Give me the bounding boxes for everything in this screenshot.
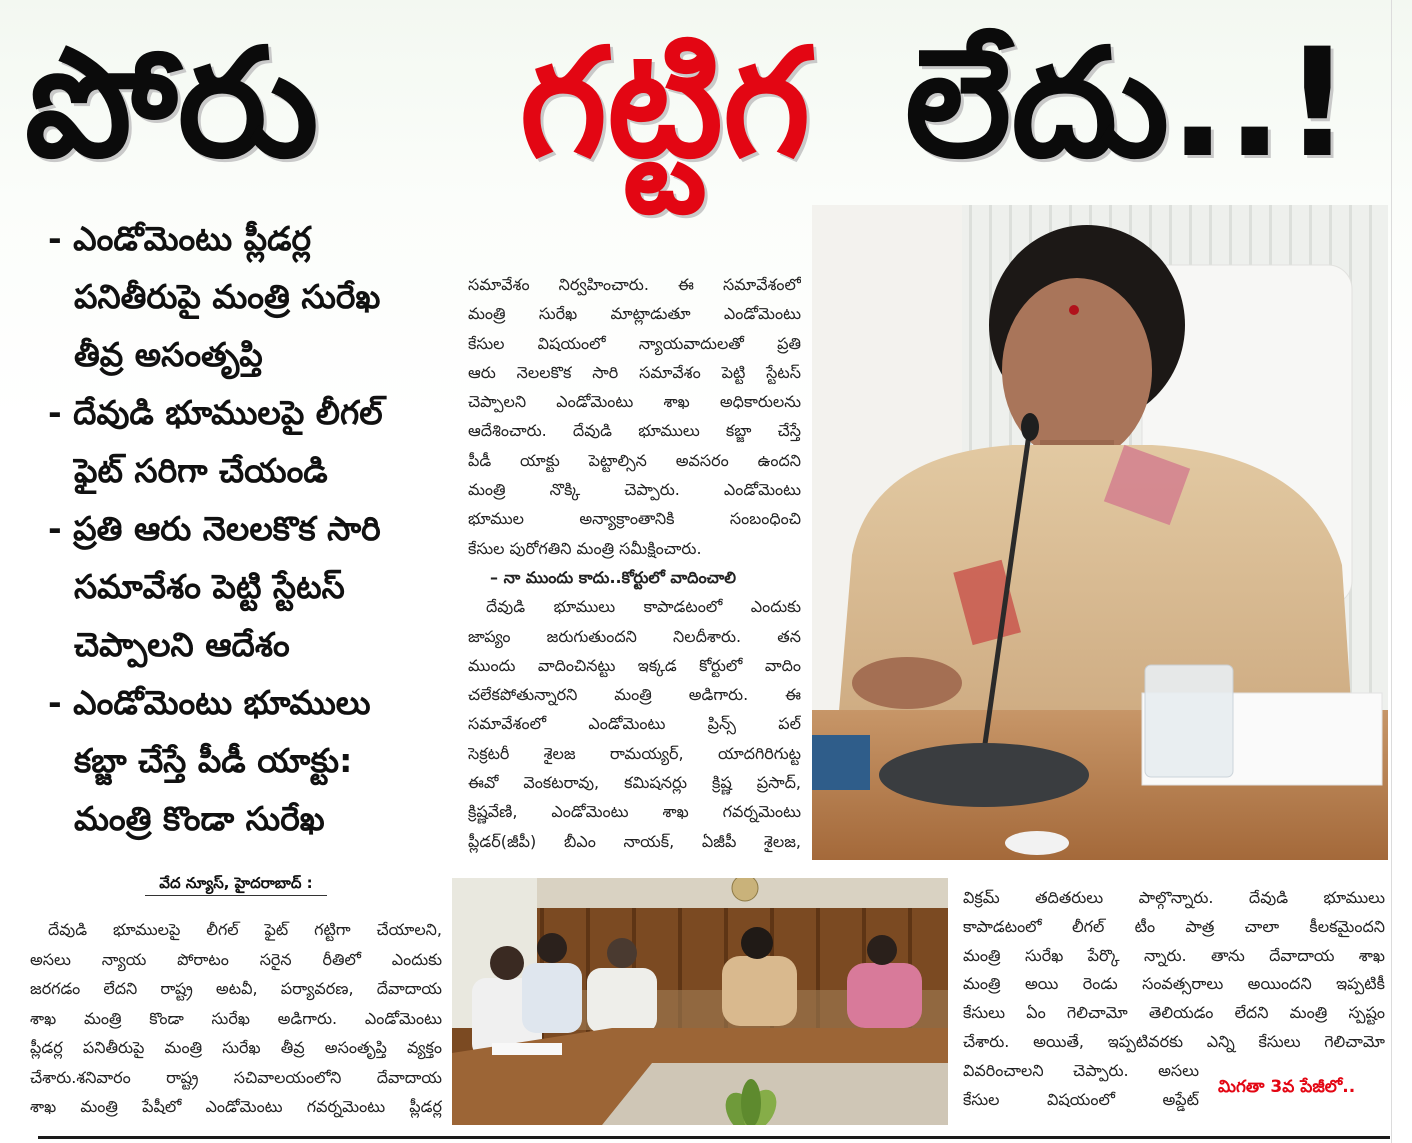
microphone-base — [879, 743, 1089, 807]
middle-column-line: ప్లీడర్(జీపీ) బీఎం నాయక్, ఏజీపీ శైలజ, — [468, 831, 801, 851]
intro-line: శాఖ మంత్రి కొండా సురేఖ అడిగారు. ఎండోమెంటు — [30, 1008, 442, 1028]
middle-column-line: సమావేశంలో ఎండోమెంటు ప్రిన్స్ పల్ — [468, 714, 801, 734]
highlight-line: - ఎండోమెంటు భూములు — [48, 683, 371, 722]
byline: వేద న్యూస్, హైదరాబాద్ : — [145, 872, 327, 896]
middle-column-line: ముందు వాదించినట్టు ఇక్కడ కోర్టులో వాదిం — [468, 655, 801, 675]
middle-column-line: క్రిష్ణవేణి, ఎండోమెంటు శాఖ గవర్నమెంటు — [468, 802, 801, 822]
highlight-line: సమావేశం పెట్టి స్టేటస్ — [74, 567, 345, 606]
highlight-line: - దేవుడి భూములపై లీగల్ — [48, 393, 383, 432]
right-column-line: కాపాడటంలో లీగల్ టీం పాత్ర చాలా కీలకమైందని — [963, 916, 1385, 936]
highlight-item — [48, 500, 418, 674]
water-glass — [1145, 665, 1233, 777]
floor — [602, 1063, 948, 1125]
intro-line: దేవుడి భూములపై లీగల్ ఫైట్ గట్టిగా చేయాలని, — [48, 920, 442, 939]
intro-column — [30, 915, 442, 1122]
minister-photo — [812, 205, 1388, 860]
highlight-line: - ప్రతి ఆరు నెలలకొక సారి — [48, 509, 381, 548]
emblem-icon — [732, 878, 758, 901]
right-column-line: కేసుల విషయంలో అప్డేట్ — [963, 1089, 1199, 1109]
highlight-line: మంత్రి కొండా సురేఖ — [74, 799, 325, 838]
right-column-line: వివరించాలని చెప్పారు. అసలు — [963, 1060, 1199, 1080]
middle-column-line: దేవుడి భూములు కాపాడటంలో ఎందుకు — [486, 597, 801, 617]
middle-column-line: కేసుల విషయంలో న్యాయవాదులతో ప్రతి — [468, 333, 801, 353]
intro-line: చేశారు.శనివారం రాష్ట్ర సచివాలయంలోని దేవాదాయ — [30, 1067, 442, 1087]
middle-column — [468, 270, 801, 856]
right-column-line: విక్రమ్ తదితరులు పాల్గొన్నారు. దేవుడి భూములు — [963, 888, 1385, 907]
middle-column-line: మంత్రి నొక్కి చెప్పారు. ఎండోమెంటు — [468, 480, 801, 500]
right-column-line: మంత్రి సురేఖ పేర్కొ న్నారు. తాను దేవాదాయ శాఖ — [963, 945, 1385, 965]
meeting-photo — [452, 878, 948, 1125]
intro-line: ప్లీడర్ల పనితీరుపై మంత్రి సురేఖ తీవ్ర అసంతృప్తి వ్యక్తం — [30, 1038, 442, 1057]
middle-column-line: కేసుల పురోగతిని మంత్రి సమీక్షించారు. — [468, 538, 702, 558]
middle-column-line: సమావేశం నిర్వహించారు. ఈ సమావేశంలో — [468, 275, 801, 294]
right-column-line: చేశారు. అయితే, ఇప్పటివరకు ఎన్ని కేసులు గెలిచామో — [963, 1031, 1385, 1051]
middle-column-line: సెక్రటరీ శైలజ రామయ్యర్, యాదగిరిగుట్ట — [468, 743, 801, 763]
highlight-line: కబ్జా చేస్తే పీడీ యాక్టు: — [74, 741, 353, 780]
bottom-rule — [38, 1136, 1390, 1139]
middle-column-line: పీడీ యాక్టు పెట్టాల్సిన అవసరం ఉందని — [468, 450, 801, 470]
highlight-item — [48, 384, 418, 500]
headline-word-3: లేదు..! — [905, 18, 1352, 191]
middle-column-line: చెప్పాలని ఎండోమెంటు శాఖ అధికారులను — [468, 392, 801, 412]
microphone-head — [1021, 413, 1039, 441]
middle-column-line: ఆదేశించారు. దేవుడి భూములు కబ్జా చేస్తే — [468, 421, 801, 441]
highlight-line: ఫైట్ సరిగా చేయండి — [74, 451, 328, 490]
middle-column-line: మంత్రి సురేఖ మాట్లాడుతూ ఎండోమెంటు — [468, 304, 801, 324]
hand — [852, 657, 962, 709]
intro-line: జరగడం లేదని రాష్ట్ర అటవీ, పర్యావరణ, దేవాదాయ — [30, 979, 442, 998]
subheading: – నా ముందు కాదు..కోర్టులో వాదించాలి — [490, 567, 736, 587]
highlight-line: - ఎండోమెంటు ప్లీడర్ల — [48, 219, 312, 258]
papers — [492, 1043, 562, 1055]
right-column-line: కేసులు ఏం గెలిచామో తెలియడం లేదని మంత్రి స్పష్టం — [963, 1003, 1385, 1023]
highlight-item — [48, 674, 418, 848]
bindi — [1069, 305, 1079, 315]
middle-column-line: చలేకపోతున్నారని మంత్రి అడిగారు. ఈ — [468, 685, 801, 705]
middle-column-line: ఆరు నెలలకొక సారి సమావేశం పెట్టి స్టేటస్ — [468, 362, 801, 382]
blue-device — [812, 735, 870, 790]
page-edge-line — [1391, 0, 1392, 1143]
headline-word-accent: గట్టిగ — [519, 18, 811, 191]
mouse — [1005, 831, 1069, 855]
middle-column-line: భూముల అన్యాక్రాంతానికి సంబంధించి — [468, 509, 801, 529]
intro-line: శాఖ మంత్రి పేషీలో ఎండోమెంటు గవర్నమెంటు ప్లీడర్ల — [30, 1097, 442, 1116]
highlight-line: చెప్పాలని ఆదేశం — [74, 625, 290, 664]
continued-notice: మిగతా 3వ పేజీలో.. — [1218, 1077, 1356, 1097]
intro-line: అసలు న్యాయ పోరాటం సరైన రీతిలో ఎందుకు — [30, 949, 442, 969]
highlight-line: పనితీరుపై మంత్రి సురేఖ — [74, 277, 381, 316]
headline-word-1: పోరు — [25, 18, 319, 191]
right-column-line: మంత్రి అయి రెండు సంవత్సరాలు అయిందని ఇప్పటికీ — [963, 974, 1385, 994]
middle-column-line: ఈవో వెంకటరావు, కమిషనర్లు క్రిష్ణ ప్రసాద్, — [468, 773, 801, 793]
highlights-list — [48, 210, 418, 848]
highlight-item — [48, 210, 418, 384]
highlight-line: తీవ్ర అసంతృప్తి — [74, 335, 263, 374]
middle-column-line: జాప్యం జరుగుతుందని నిలదీశారు. తన — [468, 626, 801, 646]
